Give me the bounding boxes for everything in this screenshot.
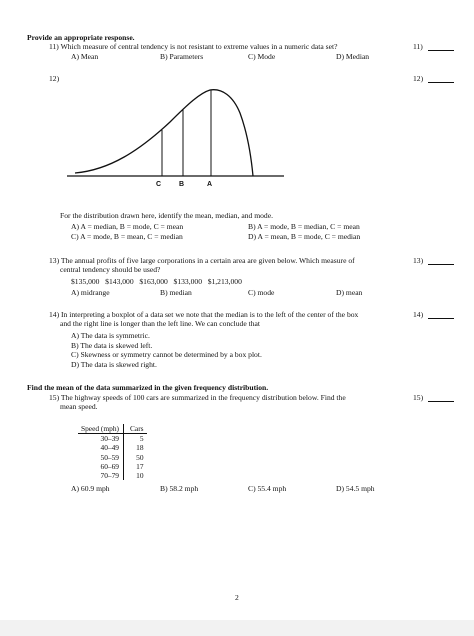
q13-option-c: C) mode (248, 288, 275, 297)
speed-cell: 40–49 (78, 443, 123, 452)
q11-option-a: A) Mean (71, 52, 99, 61)
q11-text: 11) Which measure of central tendency is not resistant to extreme values in a numeric data set? (49, 42, 338, 51)
q15-option-d: D) 54.5 mph (336, 484, 375, 493)
density-curve (75, 90, 253, 176)
table-row (78, 462, 147, 471)
q14-option-d: D) The data is skewed right. (71, 360, 157, 369)
frequency-table (78, 424, 147, 480)
q12-prompt: For the distribution drawn here, identify the mean, median, and mode. (60, 211, 273, 220)
q13-text-line1: 13) The annual profits of five large corporations in a certain area are given below. Which measure of (49, 256, 355, 265)
q11-option-c: C) Mode (248, 52, 276, 61)
page-bottom-band (0, 620, 474, 636)
q14-option-c: C) Skewness or symmetry cannot be determined by a box plot. (71, 350, 262, 359)
q15-answer-blank[interactable] (428, 401, 454, 402)
q11-number: 11) (413, 42, 423, 51)
q11-option-b: B) Parameters (160, 52, 204, 61)
section-instruction: Provide an appropriate response. (27, 33, 135, 42)
q15-option-b: B) 58.2 mph (160, 484, 199, 493)
graph-label-b: B (179, 181, 185, 188)
speed-cell: 70–79 (78, 471, 123, 480)
cars-cell: 10 (136, 471, 144, 481)
q12-label: 12) (49, 74, 60, 83)
header-speed: Speed (mph) (78, 424, 123, 434)
q13-values: $135,000 $143,000 $163,000 $133,000 $1,213,000 (71, 277, 242, 286)
q15-option-c: C) 55.4 mph (248, 484, 287, 493)
cars-cell: 5 (139, 434, 144, 444)
q13-option-a: A) midrange (71, 288, 110, 297)
page-number: 2 (235, 593, 239, 602)
frequency-table-header (78, 424, 147, 434)
q13-text-line2: central tendency should be used? (60, 265, 161, 274)
q14-answer-blank[interactable] (428, 318, 454, 319)
q13-number: 13) (413, 256, 424, 265)
table-row (78, 443, 147, 452)
q12-number: 12) (413, 74, 424, 83)
q14-option-a: A) The data is symmetric. (71, 331, 150, 340)
q13-answer-blank[interactable] (428, 264, 454, 265)
speed-cell: 50–59 (78, 453, 123, 462)
table-row (78, 453, 147, 462)
q14-text-line1: 14) In interpreting a boxplot of a data set we note that the median is to the left of the center of the box (49, 310, 359, 319)
q11-option-d: D) Median (336, 52, 370, 61)
q12-option-a: A) A = median, B = mode, C = mean (71, 222, 184, 231)
graph-label-c: C (156, 181, 162, 188)
q12-option-c: C) A = mode, B = mean, C = median (71, 232, 183, 241)
q12-option-b: B) A = mode, B = median, C = mean (248, 222, 360, 231)
graph-label-a: A (207, 181, 213, 188)
q15-option-a: A) 60.9 mph (71, 484, 110, 493)
cars-cell: 18 (136, 443, 144, 453)
speed-cell: 60–69 (78, 462, 123, 471)
q15-text-line2: mean speed. (60, 402, 98, 411)
q13-option-d: D) mean (336, 288, 363, 297)
q13-option-b: B) median (160, 288, 192, 297)
speed-cell: 30–39 (78, 434, 123, 444)
section-instruction-2: Find the mean of the data summarized in the given frequency distribution. (27, 383, 269, 392)
table-row (78, 434, 147, 444)
q14-option-b: B) The data is skewed left. (71, 341, 153, 350)
q12-option-d: D) A = mean, B = mode, C = median (248, 232, 361, 241)
q15-number: 15) (413, 393, 424, 402)
q14-number: 14) (413, 310, 424, 319)
cars-cell: 17 (136, 461, 144, 471)
q15-text-line1: 15) The highway speeds of 100 cars are summarized in the frequency distribution below. Find the (49, 393, 346, 402)
table-row (78, 471, 147, 480)
cars-cell: 50 (136, 452, 144, 462)
q14-text-line2: and the right line is longer than the left line. We can conclude that (60, 319, 260, 328)
header-cars: Cars (123, 424, 146, 434)
